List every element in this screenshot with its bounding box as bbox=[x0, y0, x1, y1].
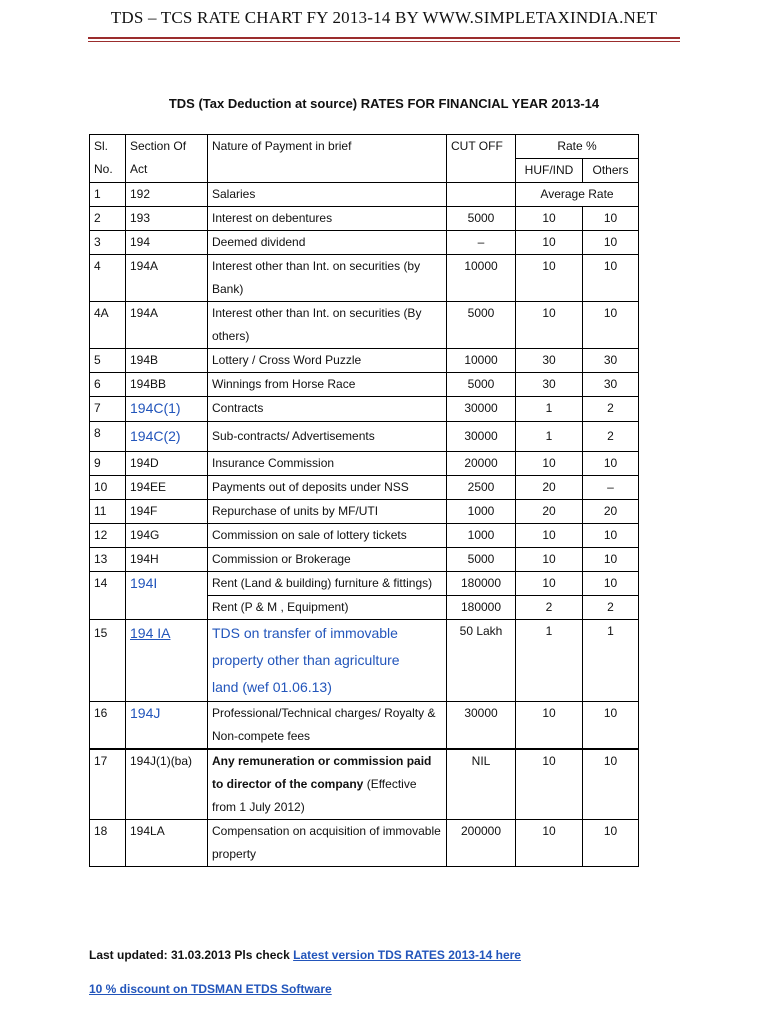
cell-cutoff: 1000 bbox=[447, 524, 516, 548]
cell-nature: Salaries bbox=[208, 183, 447, 207]
cell-section: 194J(1)(ba) bbox=[126, 749, 208, 820]
cell-section: 194B bbox=[126, 349, 208, 373]
cell-nature bbox=[208, 749, 447, 820]
cell-nature: Lottery / Cross Word Puzzle bbox=[208, 349, 447, 373]
cell-sl: 18 bbox=[90, 820, 126, 867]
cell-cutoff: 5000 bbox=[447, 207, 516, 231]
cell-nature: Interest other than Int. on securities (By others) bbox=[208, 302, 447, 349]
cell-cutoff: 180000 bbox=[447, 596, 516, 620]
cell-section: 194A bbox=[126, 302, 208, 349]
cell-rate-merged: Average Rate bbox=[516, 183, 639, 207]
cell-nature: Sub-contracts/ Advertisements bbox=[208, 422, 447, 452]
cell-cutoff: 10000 bbox=[447, 255, 516, 302]
table-title: TDS (Tax Deduction at source) RATES FOR FINANCIAL YEAR 2013-14 bbox=[168, 96, 600, 111]
cell-huf: 10 bbox=[516, 231, 583, 255]
cell-others: 10 bbox=[583, 572, 639, 596]
cell-section: 194 bbox=[126, 231, 208, 255]
cell-cutoff: 1000 bbox=[447, 500, 516, 524]
cell-others: 10 bbox=[583, 548, 639, 572]
cell-cutoff: 20000 bbox=[447, 452, 516, 476]
cell-section: 193 bbox=[126, 207, 208, 231]
cell-huf: 1 bbox=[516, 620, 583, 702]
cell-sl: 9 bbox=[90, 452, 126, 476]
cell-section: 194A bbox=[126, 255, 208, 302]
cell-huf: 20 bbox=[516, 500, 583, 524]
cell-cutoff: – bbox=[447, 231, 516, 255]
cell-huf: 20 bbox=[516, 476, 583, 500]
table-row bbox=[90, 373, 639, 397]
cell-sl: 10 bbox=[90, 476, 126, 500]
discount-note bbox=[89, 982, 332, 996]
cell-nature: Payments out of deposits under NSS bbox=[208, 476, 447, 500]
cell-others: – bbox=[583, 476, 639, 500]
cell-section: 194D bbox=[126, 452, 208, 476]
col-header-sl: Sl. No. bbox=[90, 135, 126, 183]
col-header-nature: Nature of Payment in brief bbox=[208, 135, 447, 183]
cell-huf: 10 bbox=[516, 302, 583, 349]
cell-cutoff bbox=[447, 183, 516, 207]
cell-cutoff: 5000 bbox=[447, 548, 516, 572]
table-row bbox=[90, 524, 639, 548]
section-link-194ia[interactable]: 194 IA bbox=[130, 625, 171, 641]
cell-sl: 12 bbox=[90, 524, 126, 548]
cell-sl: 13 bbox=[90, 548, 126, 572]
cell-nature: Interest other than Int. on securities (by Bank) bbox=[208, 255, 447, 302]
header-divider-thin bbox=[88, 41, 680, 42]
cell-sl: 4A bbox=[90, 302, 126, 349]
table-row bbox=[90, 397, 639, 422]
cell-others: 10 bbox=[583, 207, 639, 231]
col-header-rate: Rate % bbox=[516, 135, 639, 159]
discount-link[interactable]: 10 % discount on TDSMAN ETDS Software bbox=[89, 982, 332, 996]
cell-section: 194LA bbox=[126, 820, 208, 867]
nature-link-line1[interactable]: TDS on transfer of immovable bbox=[212, 625, 398, 641]
col-header-section: Section Of Act bbox=[126, 135, 208, 183]
header-divider bbox=[88, 37, 680, 39]
tds-rates-table bbox=[89, 134, 639, 867]
nature-link-line2[interactable]: property other than agriculture bbox=[212, 652, 400, 668]
cell-sl: 2 bbox=[90, 207, 126, 231]
cell-others: 10 bbox=[583, 820, 639, 867]
table-row bbox=[90, 207, 639, 231]
last-updated-text: Last updated: 31.03.2013 Pls check bbox=[89, 948, 294, 962]
cell-huf: 30 bbox=[516, 373, 583, 397]
table-row bbox=[90, 255, 639, 302]
cell-huf: 10 bbox=[516, 702, 583, 750]
table-row bbox=[90, 349, 639, 373]
cell-huf: 10 bbox=[516, 820, 583, 867]
cell-sl: 16 bbox=[90, 702, 126, 750]
cell-nature: Repurchase of units by MF/UTI bbox=[208, 500, 447, 524]
cell-section: 194F bbox=[126, 500, 208, 524]
cell-others: 30 bbox=[583, 349, 639, 373]
table-row bbox=[90, 572, 639, 596]
cell-sl: 4 bbox=[90, 255, 126, 302]
cell-others: 2 bbox=[583, 422, 639, 452]
col-header-others: Others bbox=[583, 159, 639, 183]
cell-section bbox=[126, 620, 208, 702]
page-header-title: TDS – TCS RATE CHART FY 2013-14 BY WWW.SIMPLETAXINDIA.NET bbox=[110, 8, 658, 27]
cell-others: 10 bbox=[583, 302, 639, 349]
section-link-194i[interactable]: 194I bbox=[130, 575, 158, 591]
cell-huf: 1 bbox=[516, 422, 583, 452]
cell-nature: Compensation on acquisition of immovable property bbox=[208, 820, 447, 867]
cell-cutoff: 180000 bbox=[447, 572, 516, 596]
table-row bbox=[90, 820, 639, 867]
cell-huf: 10 bbox=[516, 749, 583, 820]
nature-link-line3[interactable]: land (wef 01.06.13) bbox=[212, 679, 332, 695]
cell-section: 194BB bbox=[126, 373, 208, 397]
cell-nature: Contracts bbox=[208, 397, 447, 422]
section-link-194j[interactable]: 194J bbox=[130, 705, 161, 721]
table-row bbox=[90, 183, 639, 207]
cell-nature: Commission on sale of lottery tickets bbox=[208, 524, 447, 548]
cell-huf: 10 bbox=[516, 452, 583, 476]
table-row bbox=[90, 548, 639, 572]
cell-cutoff: NIL bbox=[447, 749, 516, 820]
nature-bold-text: Any remuneration or commission paid to director of the company bbox=[212, 754, 432, 791]
cell-sl: 3 bbox=[90, 231, 126, 255]
cell-section bbox=[126, 397, 208, 422]
cell-huf: 10 bbox=[516, 524, 583, 548]
cell-section bbox=[126, 702, 208, 750]
section-link-194c2[interactable]: 194C(2) bbox=[130, 428, 181, 444]
table-row bbox=[90, 302, 639, 349]
cell-nature: Commission or Brokerage bbox=[208, 548, 447, 572]
cell-sl: 6 bbox=[90, 373, 126, 397]
cell-others: 10 bbox=[583, 452, 639, 476]
cell-cutoff: 30000 bbox=[447, 397, 516, 422]
col-header-huf-ind: HUF/IND bbox=[516, 159, 583, 183]
cell-sl: 15 bbox=[90, 620, 126, 702]
cell-huf: 2 bbox=[516, 596, 583, 620]
table-row bbox=[90, 452, 639, 476]
latest-version-link[interactable]: Latest version TDS RATES 2013-14 here bbox=[293, 948, 521, 962]
cell-others: 10 bbox=[583, 749, 639, 820]
cell-cutoff: 200000 bbox=[447, 820, 516, 867]
table-row bbox=[90, 500, 639, 524]
cell-cutoff: 30000 bbox=[447, 702, 516, 750]
cell-huf: 10 bbox=[516, 572, 583, 596]
table-row bbox=[90, 620, 639, 702]
cell-sl: 1 bbox=[90, 183, 126, 207]
table-header-row bbox=[90, 135, 639, 159]
cell-others: 2 bbox=[583, 397, 639, 422]
table-row bbox=[90, 702, 639, 750]
cell-nature: Rent (Land & building) furniture & fittings) bbox=[208, 572, 447, 596]
col-header-cutoff: CUT OFF bbox=[447, 135, 516, 183]
cell-nature: Winnings from Horse Race bbox=[208, 373, 447, 397]
cell-cutoff: 30000 bbox=[447, 422, 516, 452]
cell-nature: Insurance Commission bbox=[208, 452, 447, 476]
table-row bbox=[90, 422, 639, 452]
cell-sl: 17 bbox=[90, 749, 126, 820]
cell-huf: 10 bbox=[516, 207, 583, 231]
cell-huf: 30 bbox=[516, 349, 583, 373]
cell-section: 192 bbox=[126, 183, 208, 207]
cell-sl: 11 bbox=[90, 500, 126, 524]
cell-others: 2 bbox=[583, 596, 639, 620]
cell-others: 1 bbox=[583, 620, 639, 702]
cell-nature bbox=[208, 620, 447, 702]
cell-nature: Professional/Technical charges/ Royalty & Non-compete fees bbox=[208, 702, 447, 750]
cell-nature: Rent (P & M , Equipment) bbox=[208, 596, 447, 620]
cell-others: 10 bbox=[583, 524, 639, 548]
cell-sl: 7 bbox=[90, 397, 126, 422]
cell-section bbox=[126, 422, 208, 452]
cell-sl: 8 bbox=[90, 422, 126, 452]
cell-cutoff: 2500 bbox=[447, 476, 516, 500]
cell-sl: 5 bbox=[90, 349, 126, 373]
cell-cutoff: 10000 bbox=[447, 349, 516, 373]
cell-others: 30 bbox=[583, 373, 639, 397]
cell-others: 10 bbox=[583, 702, 639, 750]
cell-huf: 10 bbox=[516, 548, 583, 572]
cell-section: 194G bbox=[126, 524, 208, 548]
cell-cutoff: 5000 bbox=[447, 302, 516, 349]
cell-section: 194EE bbox=[126, 476, 208, 500]
cell-nature: Deemed dividend bbox=[208, 231, 447, 255]
cell-cutoff: 5000 bbox=[447, 373, 516, 397]
cell-sl: 14 bbox=[90, 572, 126, 620]
cell-section bbox=[126, 572, 208, 620]
cell-huf: 10 bbox=[516, 255, 583, 302]
section-link-194c1[interactable]: 194C(1) bbox=[130, 400, 181, 416]
nature-rest-text: (Effective from 1 July 2012) bbox=[212, 777, 417, 814]
cell-others: 10 bbox=[583, 255, 639, 302]
cell-others: 20 bbox=[583, 500, 639, 524]
cell-nature: Interest on debentures bbox=[208, 207, 447, 231]
cell-others: 10 bbox=[583, 231, 639, 255]
table-row bbox=[90, 749, 639, 820]
last-updated-note bbox=[89, 948, 521, 962]
cell-huf: 1 bbox=[516, 397, 583, 422]
table-row bbox=[90, 476, 639, 500]
cell-cutoff: 50 Lakh bbox=[447, 620, 516, 702]
cell-section: 194H bbox=[126, 548, 208, 572]
table-row bbox=[90, 231, 639, 255]
